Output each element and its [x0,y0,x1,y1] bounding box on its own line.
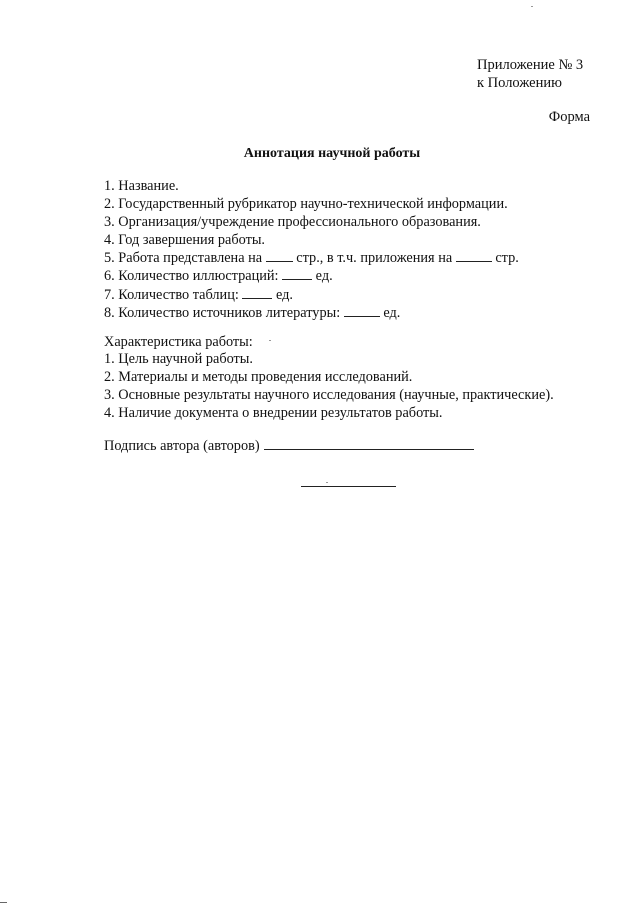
scan-speck [531,6,533,7]
end-divider [301,486,396,487]
signature-block [104,437,474,455]
list-item [104,286,519,304]
item-text: стр. [491,250,519,267]
appendix-regulation: к Положению [477,75,562,91]
list-item: 4. Год завершения работы. [104,232,266,249]
sources-blank[interactable] [344,305,380,317]
item-text: 8. Количество источников литературы: [104,304,344,321]
scan-edge-mark [0,902,7,903]
appendix-reference [477,56,583,92]
list-item: 2. Материалы и методы проведения исследований. [104,369,413,386]
list-item [104,267,519,285]
form-label: Форма [548,109,590,125]
list-item: 2. Государственный рубрикатор научно-технической информации. [104,196,508,213]
illustrations-blank[interactable] [282,268,312,280]
item-text: ед. [312,268,333,285]
tables-blank[interactable] [242,287,272,299]
pages-blank[interactable] [266,250,293,262]
signature-line[interactable] [264,437,474,450]
list-item: 1. Название. [104,178,179,194]
scan-speck [269,340,271,341]
list-item: 3. Основные результаты научного исследования (научные, практические). [104,387,554,404]
document-title: Аннотация научной работы [243,146,421,161]
item-text: 7. Количество таблиц: [104,286,243,303]
item-text: стр., в т.ч. приложения на [292,250,456,267]
item-text: 5. Работа представлена на [104,250,266,267]
appendix-number: Приложение № 3 [477,57,584,73]
scan-speck [326,482,328,483]
list-item [104,304,519,322]
list-item [104,249,519,267]
list-item: 3. Организация/учреждение профессионального образования. [104,214,481,231]
item-text: 6. Количество иллюстраций: [104,268,283,285]
signature-label: Подпись автора (авторов) [104,438,260,454]
characteristics-list [104,350,554,422]
item-text: ед. [379,304,401,321]
item-text: ед. [272,286,293,303]
characteristics-heading: Характеристика работы: [104,334,253,350]
list-item: 4. Наличие документа о внедрении результатов работы. [104,405,443,422]
list-item: 1. Цель научной работы. [104,351,253,367]
annotation-items-list [104,177,519,322]
appendix-pages-blank[interactable] [456,250,492,262]
